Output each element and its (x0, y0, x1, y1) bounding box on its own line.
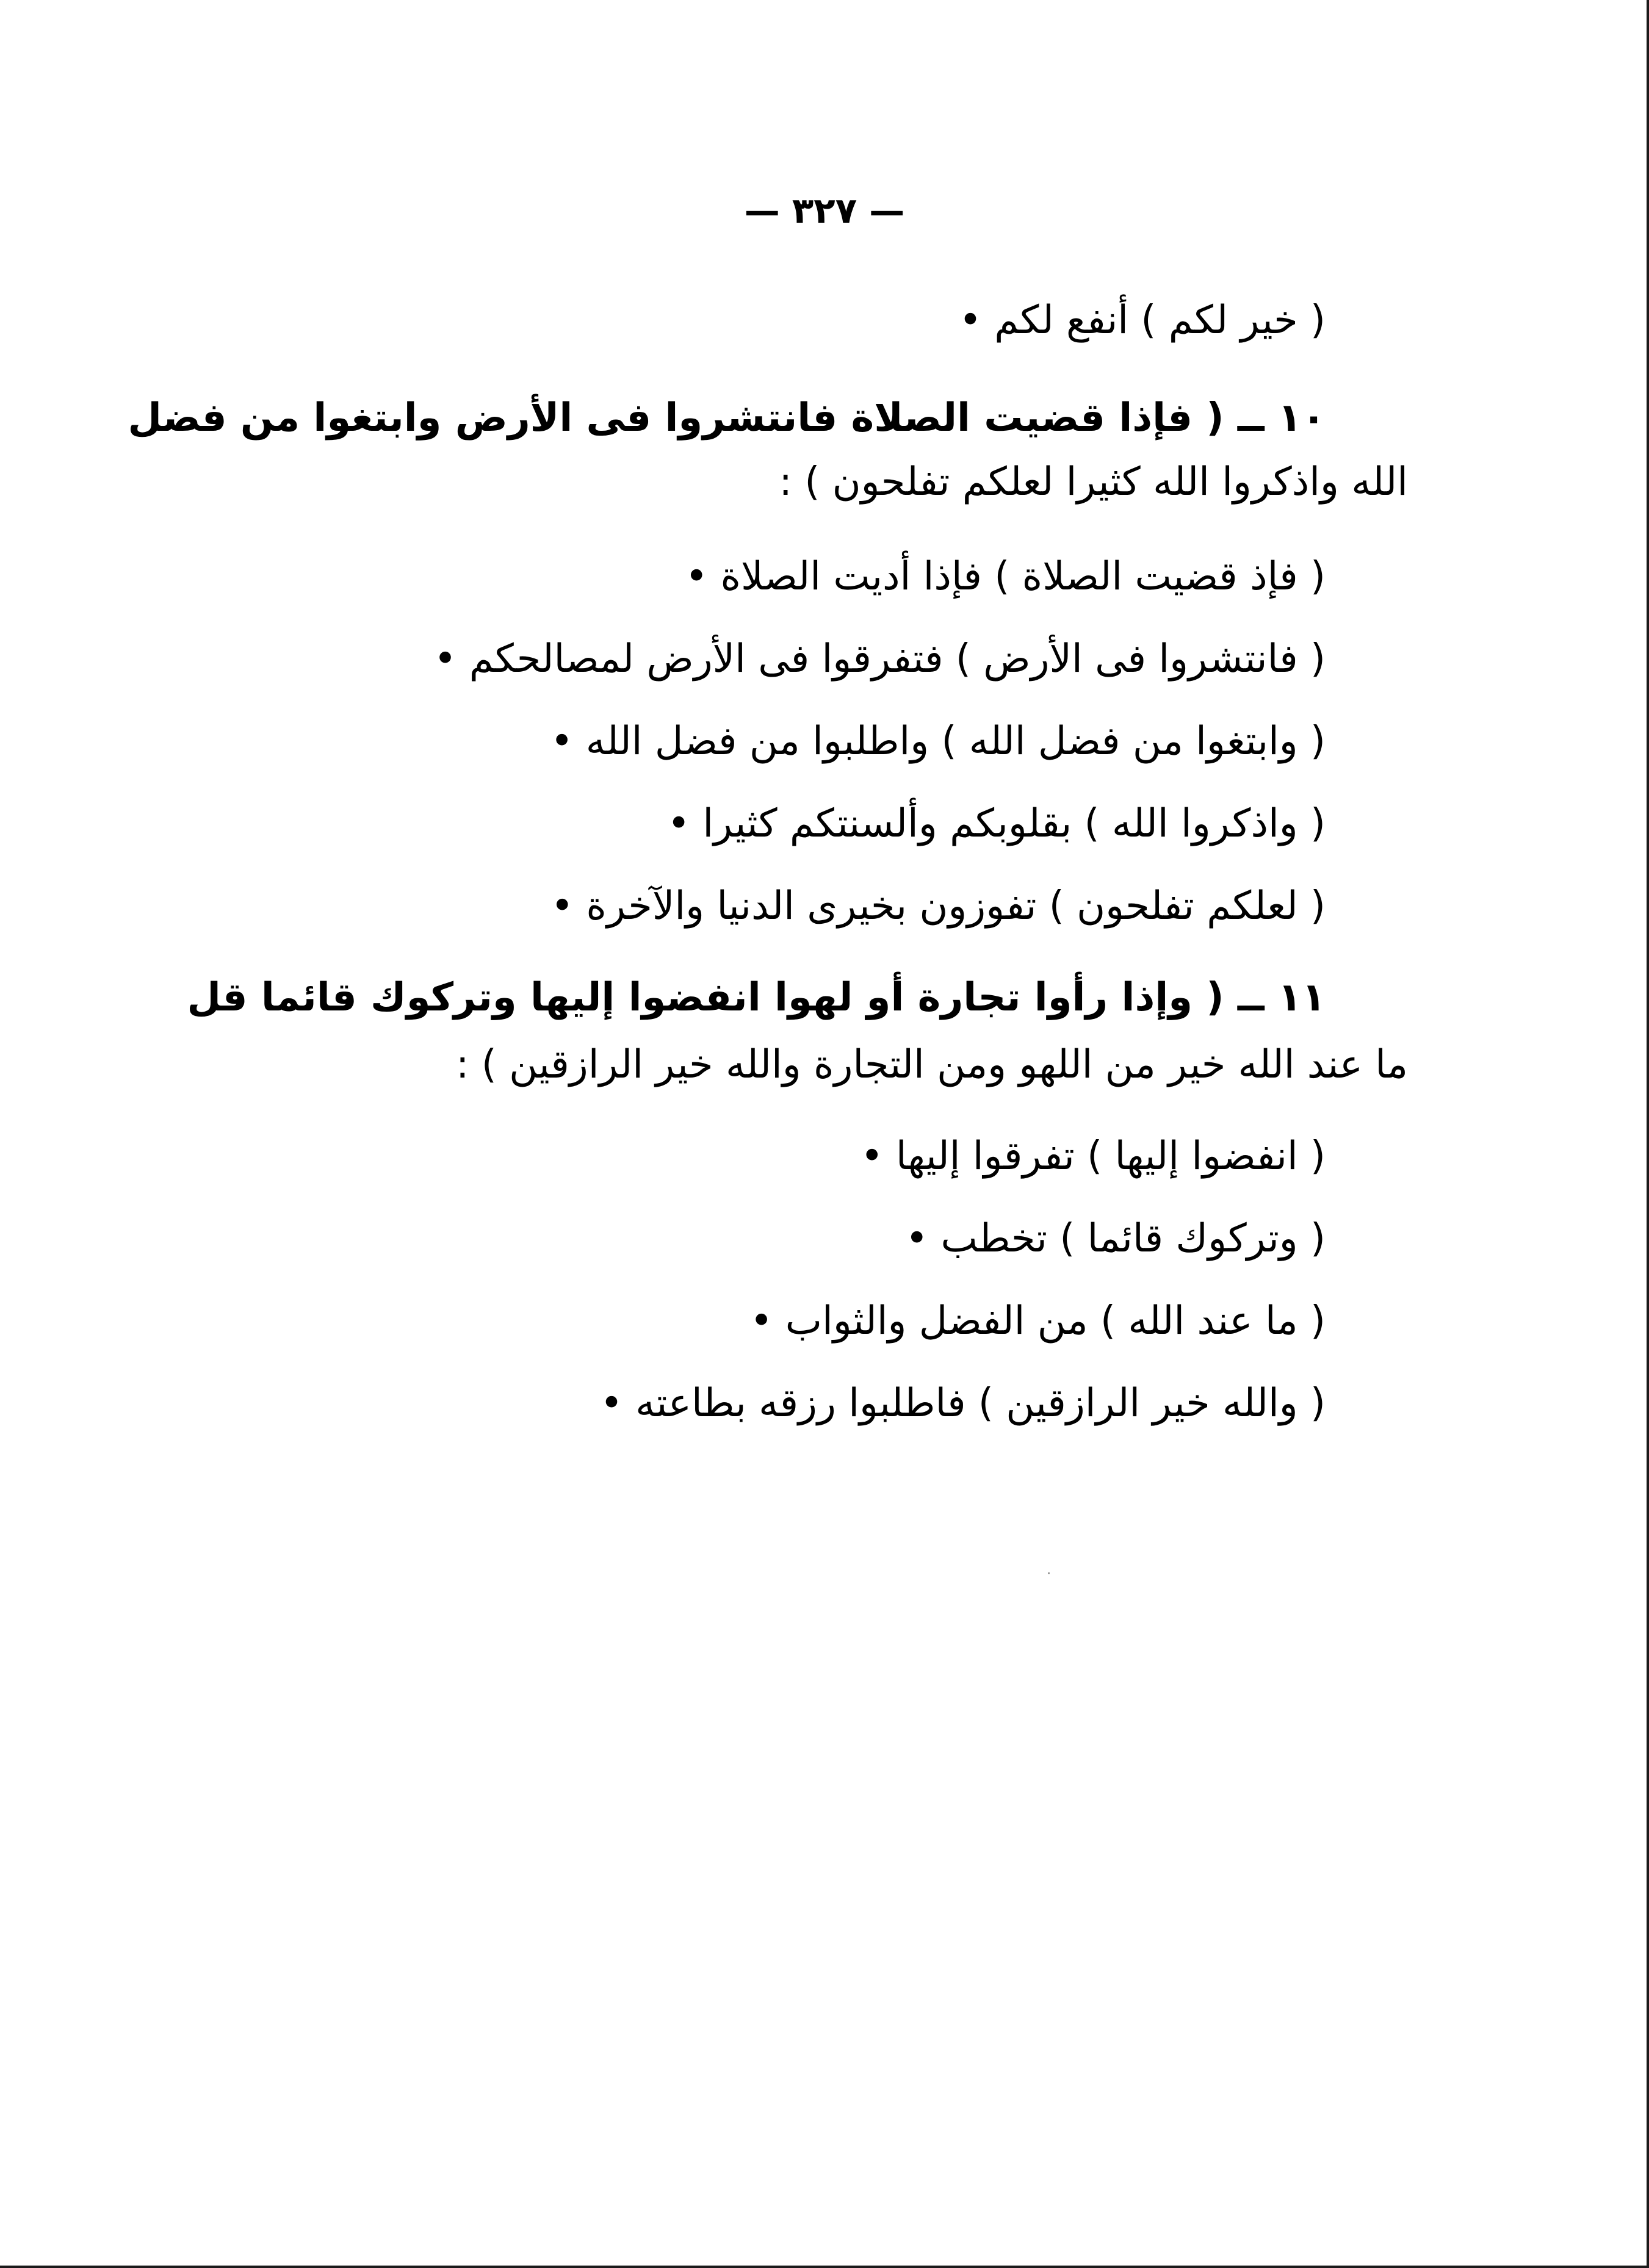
gloss-line-7: ( وتركوك قائما ) تخطب • (905, 1216, 1326, 1261)
gloss-line-9: ( والله خير الرازقين ) فاطلبوا رزقه بطاعته • (600, 1381, 1326, 1426)
gloss-line-3: ( وابتغوا من فضل الله ) واطلبوا من فضل الله • (550, 719, 1326, 764)
page-border-right (1647, 0, 1649, 2268)
scan-speck (1048, 1572, 1050, 1574)
gloss-line-4: ( واذكروا الله ) بقلوبكم وألسنتكم كثيرا • (667, 801, 1326, 846)
page-number: — ٣٢٧ — (744, 190, 905, 231)
gloss-line-2: ( فانتشروا فى الأرض ) فتفرقوا فى الأرض لمصالحكم • (433, 636, 1326, 682)
verse-11-line-2: ما عند الله خير من اللهو ومن التجارة والله خير الرازقين ) : (455, 1042, 1408, 1087)
gloss-line-8: ( ما عند الله ) من الفضل والثواب • (749, 1298, 1326, 1344)
gloss-line-6: ( انفضوا إليها ) تفرقوا إليها • (860, 1134, 1326, 1179)
verse-11-line-1: ١١ ــ ( وإذا رأوا تجارة أو لهوا انفضوا إليها وتركوك قائما قل (187, 975, 1326, 1020)
gloss-line-5: ( لعلكم تفلحون ) تفوزون بخيرى الدنيا والآخرة • (550, 884, 1326, 929)
verse-10-line-1: ١٠ ــ ( فإذا قضيت الصلاة فانتشروا فى الأرض وابتغوا من فضل (128, 395, 1326, 441)
text-line-1: ( خير لكم ) أنفع لكم • (959, 298, 1326, 343)
page-border-bottom (0, 2266, 1649, 2268)
gloss-line-1: ( فإذ قضيت الصلاة ) فإذا أديت الصلاة • (685, 554, 1326, 599)
verse-10-line-2: الله واذكروا الله كثيرا لعلكم تفلحون ) : (779, 459, 1408, 505)
